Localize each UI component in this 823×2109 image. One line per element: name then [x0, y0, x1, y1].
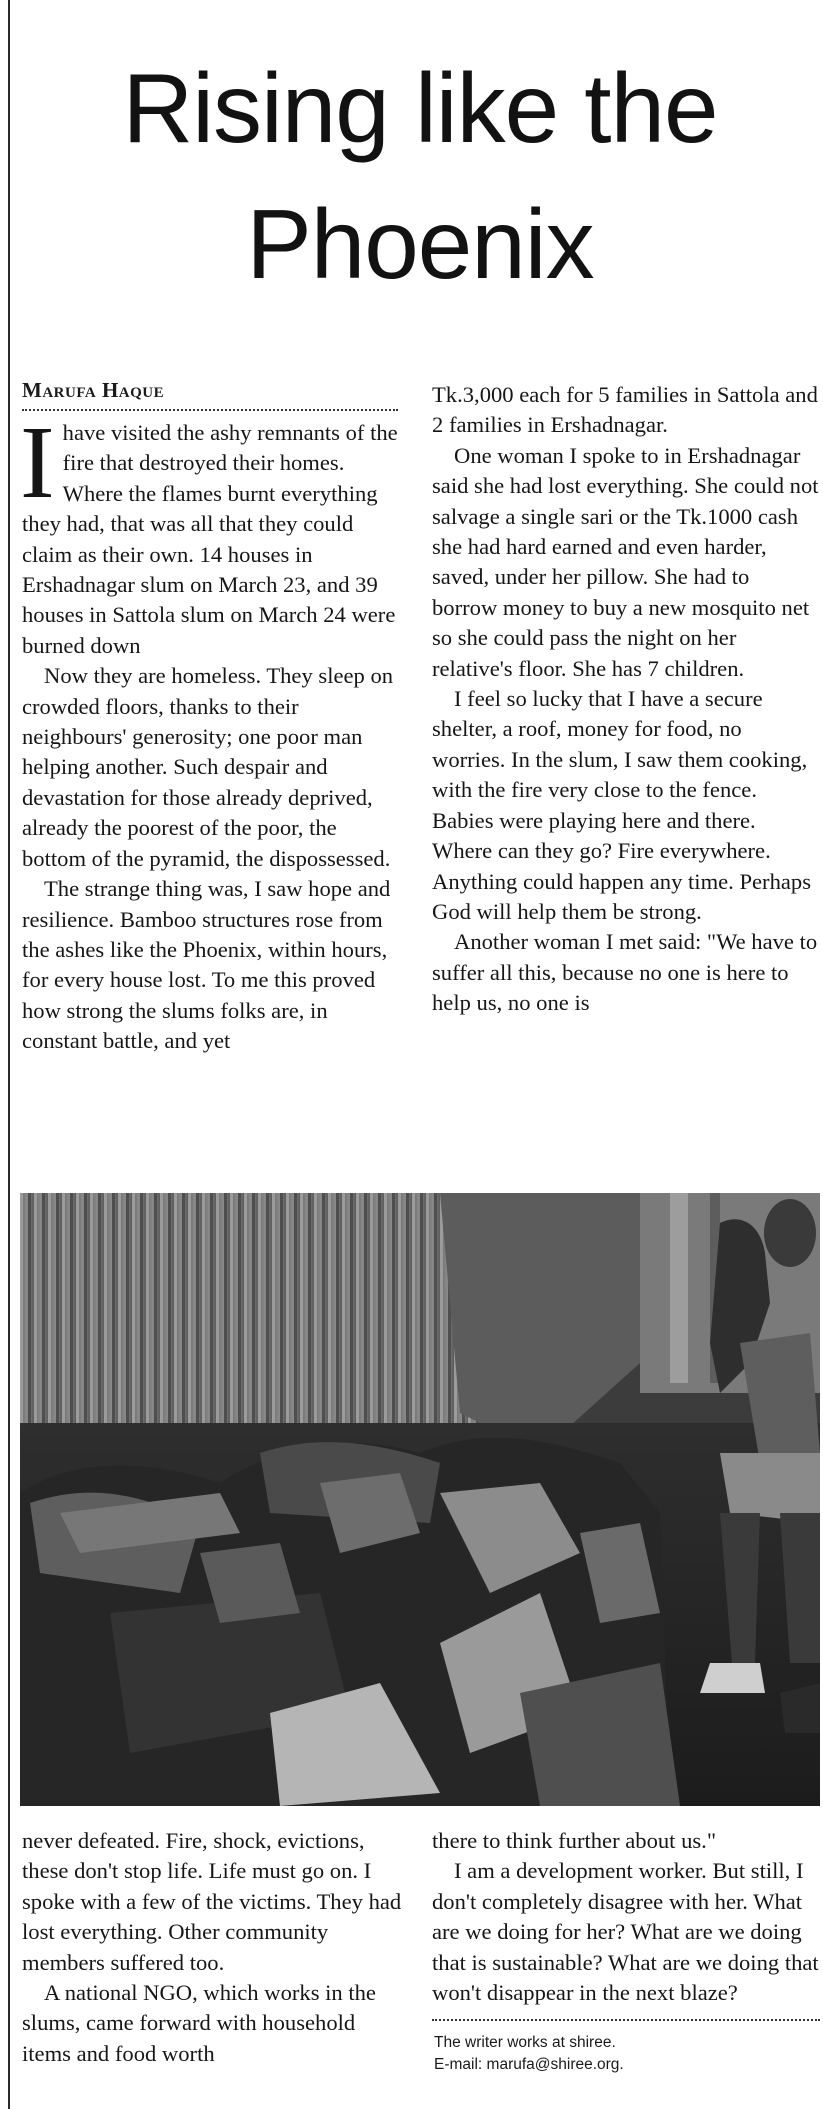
paragraph-8: I am a development worker. But still, I don't completely disagree with her. What are we doing for her? What are we doing that is sustainable? What are we doing that won't disappear in the next blaze?	[432, 1858, 819, 2006]
burnt-debris-photo	[20, 1193, 820, 1806]
column-2	[432, 380, 820, 1019]
headline-line-1: Rising like the	[122, 53, 718, 163]
footer-rule	[432, 2019, 820, 2021]
author-note	[434, 2032, 820, 2076]
paragraph-1-text: have visited the ashy remnants of the fire that destroyed their homes. Where the flames burnt everything they had, that was all that they could claim as their own. 14 houses in Ershadnagar slum on March 23, and 39 houses in Sattola slum on March 24 were burned down	[22, 420, 398, 658]
headline-line-2: Phoenix	[246, 189, 594, 299]
paragraph-3-part-1: The strange thing was, I saw hope and resilience. Bamboo structures rose from the ashes like the Phoenix, within hours, for every house lost. To me this proved how strong the slums folks are, in constant battle, and yet	[22, 876, 391, 1054]
column-rule	[8, 0, 10, 2109]
column-1	[20, 405, 402, 1057]
paragraph-4-part-1: A national NGO, which works in the slums, came forward with household items and food worth	[22, 1980, 376, 2066]
paragraph-3-part-2: never defeated. Fire, shock, evictions, these don't stop life. Life must go on. I spoke with a few of the victims. They had lost everything. Other community members suffered too.	[22, 1828, 402, 1975]
drop-cap: I	[20, 405, 55, 520]
paragraph-7-part-2: there to think further about us."	[432, 1828, 717, 1853]
paragraph-2: Now they are homeless. They sleep on crowded floors, thanks to their neighbours' generosity; one poor man helping another. Such despair and devastation for those already deprived, already the poorest of the poor, the bottom of the pyramid, the dispossessed.	[22, 663, 394, 871]
paragraph-6: I feel so lucky that I have a secure shelter, a roof, money for food, no worries. In the slum, I saw them cooking, with the fire very close to the fence. Babies were playing here and there. Where can they go? Fire everywhere. Anything could happen any time. Perhaps God will help them be strong.	[432, 686, 811, 924]
paragraph-1	[20, 405, 402, 661]
author-note-line-1: The writer works at shiree.	[434, 2034, 616, 2051]
column-3	[22, 1826, 402, 2069]
author-email: E-mail: marufa@shiree.org.	[434, 2056, 624, 2073]
paragraph-7-part-1: Another woman I met said: "We have to suffer all this, because no one is here to help us, no one is	[432, 929, 818, 1016]
paragraph-4-part-2: Tk.3,000 each for 5 families in Sattola and 2 families in Ershadnagar.	[432, 382, 818, 438]
column-4	[432, 1826, 820, 2008]
headline	[20, 40, 820, 312]
byline: Marufa Haque	[22, 378, 398, 411]
article-photo	[20, 1193, 820, 1806]
paragraph-5: One woman I spoke to in Ershadnagar said she had lost everything. She could not salvage a single sari or the Tk.1000 cash she had hard earned and even harder, saved, under her pillow. She had to borrow money to buy a new mosquito net so she could pass the night on her relative's floor. She has 7 children.	[432, 442, 819, 681]
